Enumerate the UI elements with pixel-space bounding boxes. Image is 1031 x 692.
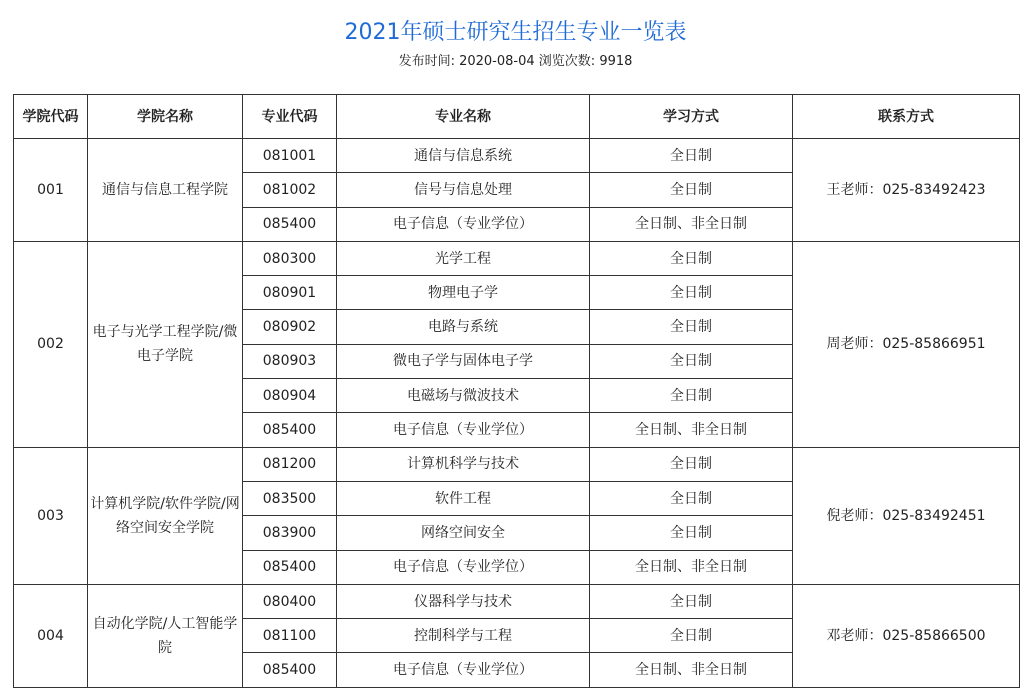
major-name: 电子信息（专业学位） <box>337 413 590 447</box>
study-mode: 全日制 <box>590 139 793 173</box>
major-name: 微电子学与固体电子学 <box>337 344 590 378</box>
college-name: 计算机学院/软件学院/网络空间安全学院 <box>88 447 243 584</box>
major-code: 080400 <box>243 584 337 618</box>
majors-table <box>13 94 1020 688</box>
header-college-code: 学院代码 <box>14 95 88 139</box>
study-mode: 全日制、非全日制 <box>590 207 793 241</box>
contact: 王老师：025-83492423 <box>793 139 1020 242</box>
college-code: 001 <box>14 139 88 242</box>
publish-meta <box>0 53 1031 71</box>
study-mode: 全日制 <box>590 241 793 275</box>
major-code: 081002 <box>243 173 337 207</box>
major-name: 计算机科学与技术 <box>337 447 590 481</box>
college-name: 通信与信息工程学院 <box>88 139 243 242</box>
college-code: 002 <box>14 241 88 447</box>
major-code: 080902 <box>243 310 337 344</box>
header-major-code: 专业代码 <box>243 95 337 139</box>
major-name: 电路与系统 <box>337 310 590 344</box>
major-code: 080300 <box>243 241 337 275</box>
major-name: 电子信息（专业学位） <box>337 653 590 687</box>
contact: 邓老师：025-85866500 <box>793 584 1020 687</box>
study-mode: 全日制、非全日制 <box>590 413 793 447</box>
study-mode: 全日制 <box>590 447 793 481</box>
major-code: 085400 <box>243 207 337 241</box>
college-name: 电子与光学工程学院/微电子学院 <box>88 241 243 447</box>
major-name: 仪器科学与技术 <box>337 584 590 618</box>
major-name: 软件工程 <box>337 481 590 515</box>
study-mode: 全日制 <box>590 619 793 653</box>
major-code: 083500 <box>243 481 337 515</box>
major-name: 电子信息（专业学位） <box>337 207 590 241</box>
college-code: 003 <box>14 447 88 584</box>
table-header-row <box>14 95 1020 139</box>
major-name: 物理电子学 <box>337 276 590 310</box>
college-code: 004 <box>14 584 88 687</box>
publish-date: 2020-08-04 <box>459 54 535 69</box>
views-count: 9918 <box>599 54 633 69</box>
table-row <box>14 447 1020 481</box>
study-mode: 全日制 <box>590 584 793 618</box>
major-code: 080904 <box>243 379 337 413</box>
major-code: 081001 <box>243 139 337 173</box>
major-name: 网络空间安全 <box>337 516 590 550</box>
study-mode: 全日制、非全日制 <box>590 653 793 687</box>
major-name: 电子信息（专业学位） <box>337 550 590 584</box>
college-name: 自动化学院/人工智能学院 <box>88 584 243 687</box>
table-row <box>14 241 1020 275</box>
study-mode: 全日制 <box>590 310 793 344</box>
header-study-mode: 学习方式 <box>590 95 793 139</box>
study-mode: 全日制 <box>590 379 793 413</box>
contact: 倪老师：025-83492451 <box>793 447 1020 584</box>
major-code: 085400 <box>243 653 337 687</box>
major-code: 085400 <box>243 413 337 447</box>
major-code: 080901 <box>243 276 337 310</box>
major-name: 光学工程 <box>337 241 590 275</box>
views-label: 浏览次数: <box>538 54 596 69</box>
study-mode: 全日制 <box>590 276 793 310</box>
major-code: 085400 <box>243 550 337 584</box>
header-major-name: 专业名称 <box>337 95 590 139</box>
publish-label: 发布时间: <box>398 54 455 69</box>
header-college-name: 学院名称 <box>88 95 243 139</box>
study-mode: 全日制 <box>590 173 793 207</box>
major-code: 081200 <box>243 447 337 481</box>
major-name: 电磁场与微波技术 <box>337 379 590 413</box>
header-contact: 联系方式 <box>793 95 1020 139</box>
major-name: 通信与信息系统 <box>337 139 590 173</box>
study-mode: 全日制、非全日制 <box>590 550 793 584</box>
study-mode: 全日制 <box>590 344 793 378</box>
major-code: 080903 <box>243 344 337 378</box>
major-name: 控制科学与工程 <box>337 619 590 653</box>
major-name: 信号与信息处理 <box>337 173 590 207</box>
study-mode: 全日制 <box>590 481 793 515</box>
table-row <box>14 584 1020 618</box>
study-mode: 全日制 <box>590 516 793 550</box>
majors-table-wrapper <box>13 94 1020 688</box>
page-title: 2021年硕士研究生招生专业一览表 <box>344 20 687 45</box>
table-row <box>14 139 1020 173</box>
contact: 周老师：025-85866951 <box>793 241 1020 447</box>
major-code: 083900 <box>243 516 337 550</box>
major-code: 081100 <box>243 619 337 653</box>
